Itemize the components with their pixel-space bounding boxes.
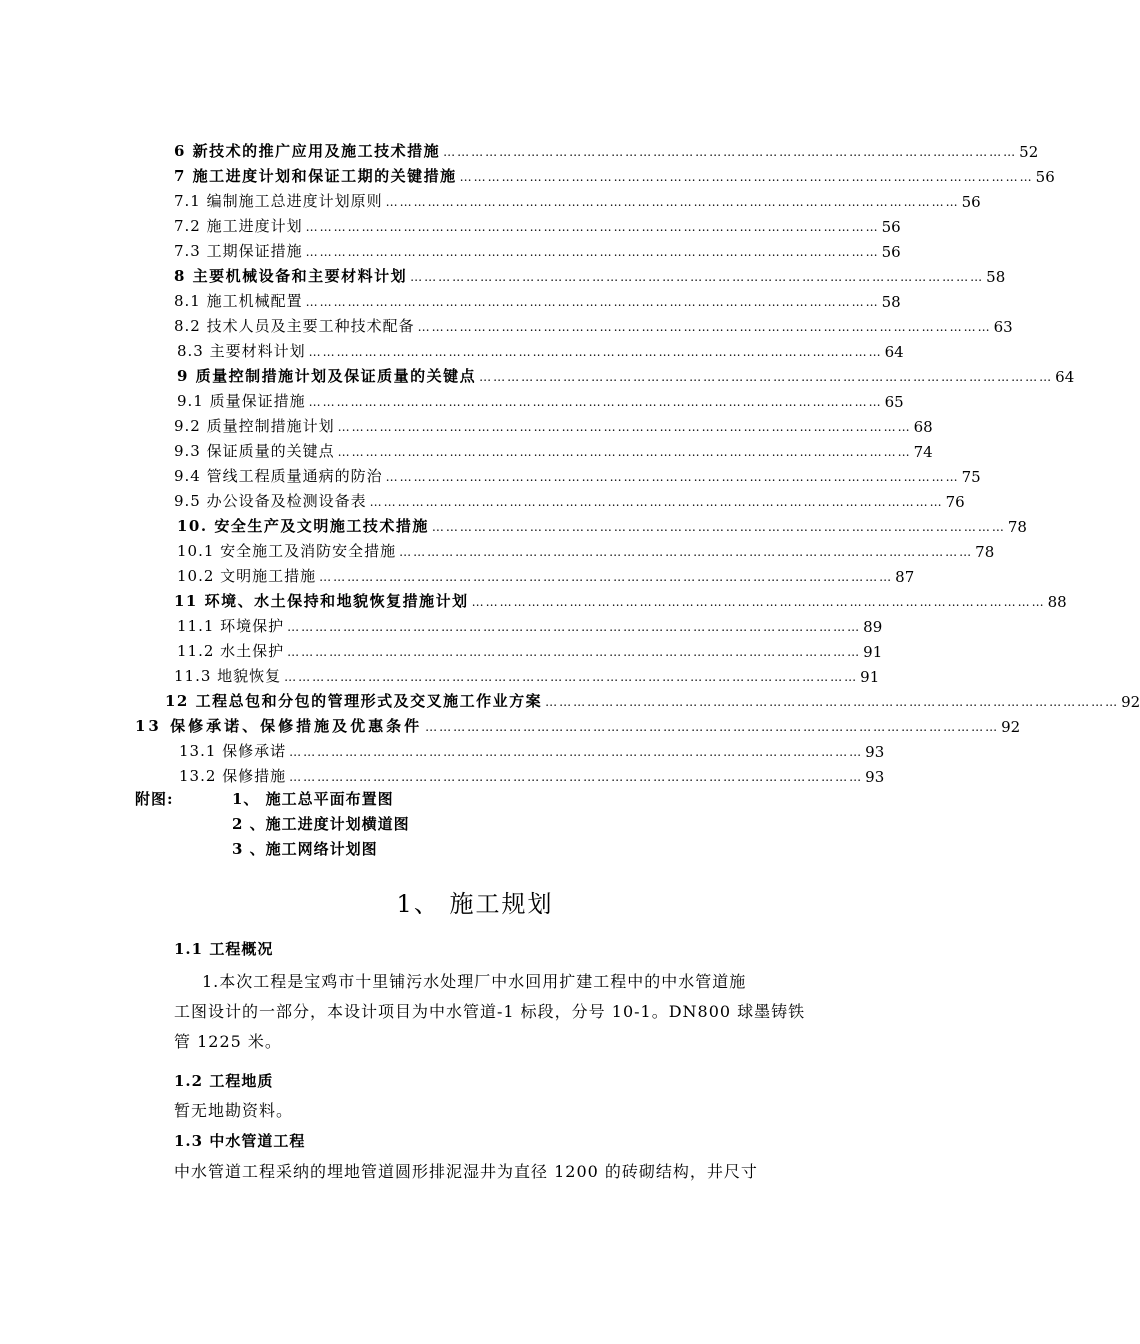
toc-entry-label: 13 保修承诺、保修措施及优惠条件 (135, 717, 423, 735)
toc-entry-label: 8.1 施工机械配置 (174, 292, 303, 310)
toc-entry[interactable] (174, 662, 880, 686)
section-paragraph (174, 1096, 814, 1126)
toc-leader-dots: …………………………………………………………………………………………………………… (305, 295, 880, 309)
toc-entry-label: 8.3 主要材料计划 (177, 342, 306, 360)
toc-entry-label: 7 施工进度计划和保证工期的关键措施 (174, 167, 457, 185)
toc-page-number: 93 (865, 743, 885, 761)
toc-page-number: 93 (865, 768, 885, 786)
toc-page-number: 87 (895, 568, 915, 586)
toc-page-number: 92 (1001, 718, 1021, 736)
toc-page-number: 92 (1121, 693, 1140, 711)
toc-leader-dots: …………………………………………………………………………………………………………… (319, 570, 894, 584)
toc-entry[interactable] (135, 712, 1021, 736)
paragraph-line: 1.本次工程是宝鸡市十里铺污水处理厂中水回用扩建工程中的中水管道施 (202, 972, 747, 991)
section-heading: 1.1 工程概况 (174, 940, 274, 958)
toc-entry[interactable] (174, 262, 1006, 286)
paragraph-line: 中水管道工程采纳的埋地管道圆形排泥湿井为直径 1200 的砖砌结构，井尺寸 (174, 1162, 758, 1181)
toc-entry-label: 8 主要机械设备和主要材料计划 (174, 267, 408, 285)
appendix-item: 3 、施工网络计划图 (232, 840, 378, 858)
toc-entry-label: 11.2 水土保护 (177, 642, 285, 660)
toc-leader-dots: …………………………………………………………………………………………………………… (443, 145, 1018, 159)
toc-leader-dots: …………………………………………………………………………………………………………… (337, 420, 912, 434)
toc-leader-dots: …………………………………………………………………………………………………………… (287, 620, 862, 634)
appendix-item: 1、 施工总平面布置图 (232, 790, 394, 808)
toc-entry[interactable] (174, 462, 981, 486)
toc-page-number: 58 (986, 268, 1006, 286)
toc-page-number: 56 (881, 243, 901, 261)
toc-page-number: 75 (961, 468, 981, 486)
toc-page-number: 76 (945, 493, 965, 511)
section-heading: 1.2 工程地质 (174, 1072, 274, 1090)
toc-page-number: 56 (1035, 168, 1055, 186)
toc-page-number: 65 (884, 393, 904, 411)
toc-entry-label: 7.2 施工进度计划 (174, 217, 303, 235)
toc-leader-dots: …………………………………………………………………………………………………………… (289, 770, 864, 784)
toc-page-number: 91 (863, 643, 883, 661)
toc-leader-dots: …………………………………………………………………………………………………………… (305, 245, 880, 259)
toc-entry[interactable] (174, 287, 901, 311)
toc-entry[interactable] (174, 412, 933, 436)
toc-leader-dots: …………………………………………………………………………………………………………… (289, 745, 864, 759)
toc-entry-label: 12 工程总包和分包的管理形式及交叉施工作业方案 (165, 692, 543, 710)
toc-leader-dots: …………………………………………………………………………………………………………… (431, 520, 1006, 534)
toc-leader-dots: …………………………………………………………………………………………………………… (305, 220, 880, 234)
toc-entry-label: 9.1 质量保证措施 (177, 392, 306, 410)
toc-entry[interactable] (174, 162, 1055, 186)
toc-page-number: 64 (1055, 368, 1075, 386)
paragraph-line: 管 1225 米。 (174, 1032, 282, 1051)
toc-entry[interactable] (177, 512, 1027, 536)
toc-leader-dots: …………………………………………………………………………………………………………… (385, 195, 960, 209)
toc-entry-label: 9.2 质量控制措施计划 (174, 417, 335, 435)
toc-entry-label: 11 环境、水土保持和地貌恢复措施计划 (174, 592, 469, 610)
toc-page-number: 56 (961, 193, 981, 211)
toc-leader-dots: …………………………………………………………………………………………………………… (479, 370, 1054, 384)
toc-leader-dots: …………………………………………………………………………………………………………… (385, 470, 960, 484)
toc-page-number: 78 (1007, 518, 1027, 536)
toc-entry[interactable] (179, 762, 885, 786)
toc-leader-dots: …………………………………………………………………………………………………………… (425, 720, 1000, 734)
toc-entry[interactable] (174, 212, 901, 236)
toc-page-number: 78 (975, 543, 995, 561)
toc-entry-label: 13.2 保修措施 (179, 767, 287, 785)
toc-leader-dots: …………………………………………………………………………………………………………… (417, 320, 992, 334)
toc-leader-dots: …………………………………………………………………………………………………………… (287, 645, 862, 659)
toc-entry[interactable] (179, 737, 885, 761)
toc-leader-dots: …………………………………………………………………………………………………………… (369, 495, 944, 509)
toc-entry-label: 9 质量控制措施计划及保证质量的关键点 (177, 367, 477, 385)
toc-entry-label: 9.4 管线工程质量通病的防治 (174, 467, 383, 485)
toc-entry[interactable] (177, 537, 995, 561)
paragraph-line: 工图设计的一部分，本设计项目为中水管道-1 标段，分号 10-1。DN800 球墨铸铁 (174, 1002, 806, 1021)
toc-entry-label: 9.5 办公设备及检测设备表 (174, 492, 367, 510)
appendix-item: 2 、施工进度计划横道图 (232, 815, 410, 833)
toc-entry[interactable] (174, 137, 1039, 161)
toc-entry-label: 8.2 技术人员及主要工种技术配备 (174, 317, 415, 335)
toc-leader-dots: …………………………………………………………………………………………………………… (308, 395, 883, 409)
toc-entry[interactable] (174, 487, 965, 511)
toc-page-number: 91 (860, 668, 880, 686)
toc-entry[interactable] (174, 587, 1067, 611)
toc-page-number: 68 (913, 418, 933, 436)
toc-entry-label: 13.1 保修承诺 (179, 742, 287, 760)
toc-page-number: 52 (1019, 143, 1039, 161)
toc-entry[interactable] (177, 387, 904, 411)
toc-entry[interactable] (177, 562, 915, 586)
toc-entry[interactable] (177, 362, 1075, 386)
toc-entry-label: 7.1 编制施工总进度计划原则 (174, 192, 383, 210)
appendix-label: 附图: (135, 790, 174, 808)
toc-leader-dots: …………………………………………………………………………………………………………… (410, 270, 985, 284)
section-paragraph (174, 967, 814, 1057)
section-heading: 1.3 中水管道工程 (174, 1132, 306, 1150)
toc-entry-label: 9.3 保证质量的关键点 (174, 442, 335, 460)
paragraph-line: 暂无地勘资料。 (174, 1101, 294, 1120)
toc-leader-dots: …………………………………………………………………………………………………………… (308, 345, 883, 359)
toc-page-number: 88 (1047, 593, 1067, 611)
toc-page-number: 89 (863, 618, 883, 636)
toc-entry[interactable] (174, 312, 1013, 336)
chapter-title: 1、 施工规划 (396, 890, 554, 918)
toc-entry[interactable] (174, 187, 981, 211)
toc-entry[interactable] (177, 637, 883, 661)
toc-leader-dots: …………………………………………………………………………………………………………… (459, 170, 1034, 184)
toc-entry[interactable] (165, 687, 1140, 711)
toc-entry-label: 6 新技术的推广应用及施工技术措施 (174, 142, 441, 160)
toc-page-number: 56 (881, 218, 901, 236)
toc-entry-label: 11.1 环境保护 (177, 617, 285, 635)
toc-page-number: 63 (993, 318, 1013, 336)
toc-entry[interactable] (174, 437, 933, 461)
toc-page-number: 74 (913, 443, 933, 461)
toc-entry-label: 10.2 文明施工措施 (177, 567, 317, 585)
section-paragraph (174, 1157, 814, 1187)
toc-leader-dots: …………………………………………………………………………………………………………… (337, 445, 912, 459)
toc-page-number: 64 (884, 343, 904, 361)
toc-entry-label: 11.3 地貌恢复 (174, 667, 282, 685)
toc-leader-dots: …………………………………………………………………………………………………………… (284, 670, 859, 684)
toc-leader-dots: …………………………………………………………………………………………………………… (399, 545, 974, 559)
toc-leader-dots: …………………………………………………………………………………………………………… (471, 595, 1046, 609)
toc-entry-label: 10. 安全生产及文明施工技术措施 (177, 517, 429, 535)
toc-entry[interactable] (174, 237, 901, 261)
toc-entry[interactable] (177, 612, 883, 636)
toc-entry-label: 10.1 安全施工及消防安全措施 (177, 542, 397, 560)
toc-entry[interactable] (177, 337, 904, 361)
toc-leader-dots: …………………………………………………………………………………………………………… (545, 695, 1120, 709)
toc-page-number: 58 (881, 293, 901, 311)
toc-entry-label: 7.3 工期保证措施 (174, 242, 303, 260)
